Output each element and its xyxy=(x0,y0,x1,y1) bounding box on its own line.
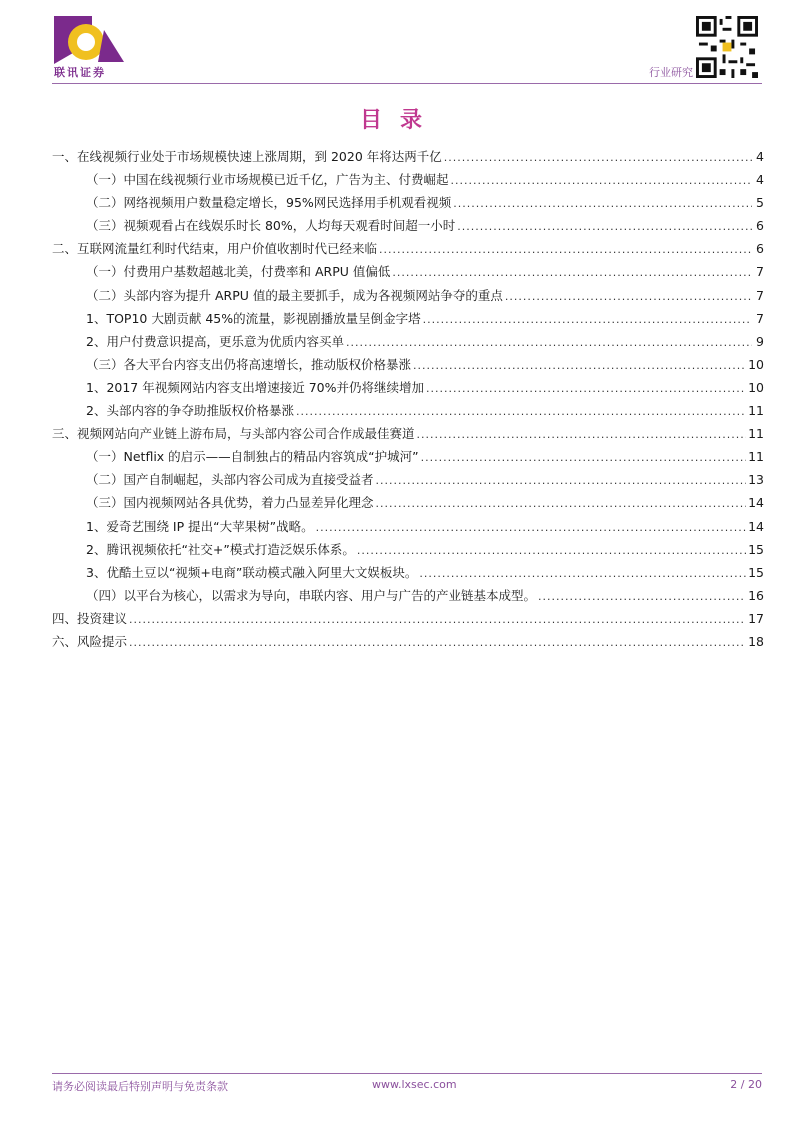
toc-entry[interactable] xyxy=(52,237,764,260)
toc-entry-page: 7 xyxy=(756,287,764,303)
toc-entry-title: 3、优酷土豆以“视频+电商”联动模式融入阿里大文娱板块。 xyxy=(86,564,418,580)
logo-text: 联讯证券 xyxy=(54,66,106,79)
toc-entry-title: （三）各大平台内容支出仍将高速增长，推动版权价格暴涨 xyxy=(86,356,412,372)
header-divider xyxy=(52,83,762,84)
toc-entry[interactable] xyxy=(52,630,764,653)
toc-entry-page: 6 xyxy=(756,218,764,234)
toc-entry[interactable] xyxy=(52,607,764,630)
toc-entry-title: （二）国产自制崛起，头部内容公司成为直接受益者 xyxy=(86,472,374,488)
toc-entry-title: （二）头部内容为提升 ARPU 值的最主要抓手，成为各视频网站争夺的重点 xyxy=(86,287,503,303)
footer-page-number: 2 / 20 xyxy=(730,1078,762,1091)
toc-entry[interactable] xyxy=(52,330,764,353)
toc-dot-leader xyxy=(379,238,752,261)
toc-entry-title: 2、腾讯视频依托“社交+”模式打造泛娱乐体系。 xyxy=(86,541,355,557)
toc-entry-page: 10 xyxy=(748,356,764,372)
toc-entry-title: 1、2017 年视频网站内容支出增速接近 70%并仍将继续增加 xyxy=(86,379,424,395)
footer-disclaimer: 请务必阅读最后特别声明与免责条款 xyxy=(52,1080,228,1093)
toc-entry-page: 14 xyxy=(748,518,764,534)
toc-dot-leader xyxy=(346,331,752,354)
page-header xyxy=(0,0,800,90)
toc-dot-leader xyxy=(413,354,746,377)
footer-website: www.lxsec.com xyxy=(372,1078,457,1091)
toc-entry-page: 6 xyxy=(756,241,764,257)
toc-entry[interactable] xyxy=(52,191,764,214)
table-of-contents xyxy=(52,145,764,653)
toc-entry-page: 4 xyxy=(756,149,764,164)
toc-entry-page: 5 xyxy=(756,195,764,211)
toc-entry-page: 13 xyxy=(748,472,764,488)
toc-entry[interactable] xyxy=(52,284,764,307)
toc-entry[interactable] xyxy=(52,422,764,445)
toc-dot-leader xyxy=(129,631,746,654)
toc-entry-page: 17 xyxy=(748,610,764,626)
toc-dot-leader xyxy=(296,400,746,423)
toc-dot-leader xyxy=(451,169,752,192)
toc-dot-leader xyxy=(376,492,747,515)
toc-entry[interactable] xyxy=(52,584,764,607)
footer-divider xyxy=(52,1073,762,1074)
toc-entry-title: （三）国内视频网站各具优势，着力凸显差异化理念 xyxy=(86,495,374,511)
toc-entry-page: 4 xyxy=(756,172,764,188)
toc-entry-page: 14 xyxy=(748,495,764,511)
toc-entry-title: 三、视频网站向产业链上游布局，与头部内容公司合作成最佳赛道 xyxy=(52,426,415,442)
toc-entry[interactable] xyxy=(52,376,764,399)
toc-entry-page: 9 xyxy=(756,333,764,349)
toc-entry[interactable] xyxy=(52,307,764,330)
toc-entry[interactable] xyxy=(52,445,764,468)
toc-dot-leader xyxy=(376,469,747,492)
toc-entry-page: 15 xyxy=(748,564,764,580)
toc-entry-page: 11 xyxy=(748,426,764,442)
toc-entry-title: 1、爱奇艺围绕 IP 提出“大苹果树”战略。 xyxy=(86,518,314,534)
toc-dot-leader xyxy=(417,423,747,446)
toc-dot-leader xyxy=(426,377,746,400)
toc-dot-leader xyxy=(316,516,747,539)
toc-dot-leader xyxy=(505,285,752,308)
qr-code-icon xyxy=(696,16,758,78)
toc-dot-leader xyxy=(357,539,746,562)
toc-entry-page: 11 xyxy=(748,403,764,419)
toc-entry-page: 18 xyxy=(748,633,764,649)
toc-entry[interactable] xyxy=(52,145,764,168)
toc-dot-leader xyxy=(444,146,752,169)
toc-dot-leader xyxy=(129,608,746,631)
toc-entry-title: 二、互联网流量红利时代结束，用户价值收割时代已经来临 xyxy=(52,241,378,257)
toc-entry-title: 六、风险提示 xyxy=(52,633,128,649)
toc-entry[interactable] xyxy=(52,168,764,191)
toc-dot-leader xyxy=(538,585,746,608)
section-label: 行业研究 xyxy=(649,66,693,79)
toc-entry-title: （一）付费用户基数超越北美，付费率和 ARPU 值偏低 xyxy=(86,264,391,280)
toc-entry-title: 2、用户付费意识提高，更乐意为优质内容买单 xyxy=(86,333,344,349)
toc-entry-title: 四、投资建议 xyxy=(52,610,128,626)
toc-entry-page: 7 xyxy=(756,310,764,326)
toc-entry[interactable] xyxy=(52,561,764,584)
page-title: 目录 xyxy=(359,108,440,133)
toc-entry-page: 15 xyxy=(748,541,764,557)
toc-entry[interactable] xyxy=(52,260,764,283)
toc-entry-title: （一）Netflix 的启示——自制独占的精品内容筑成“护城河” xyxy=(86,449,419,465)
toc-dot-leader xyxy=(421,446,746,469)
toc-entry-title: （四）以平台为核心，以需求为导向，串联内容、用户与广告的产业链基本成型。 xyxy=(86,587,537,603)
toc-dot-leader xyxy=(453,192,752,215)
toc-entry[interactable] xyxy=(52,491,764,514)
toc-entry-title: 1、TOP10 大剧贡献 45%的流量，影视剧播放量呈倒金字塔 xyxy=(86,310,421,326)
toc-dot-leader xyxy=(392,261,752,284)
toc-entry-title: （二）网络视频用户数量稳定增长，95%网民选择用手机观看视频 xyxy=(86,195,452,211)
toc-entry-page: 10 xyxy=(748,379,764,395)
toc-entry-title: （三）视频观看占在线娱乐时长 80%，人均每天观看时间超一小时 xyxy=(86,218,456,234)
toc-dot-leader xyxy=(457,215,752,238)
toc-entry[interactable] xyxy=(52,515,764,538)
toc-entry[interactable] xyxy=(52,468,764,491)
toc-entry-page: 11 xyxy=(748,449,764,465)
toc-dot-leader xyxy=(419,562,746,585)
toc-entry-title: （一）中国在线视频行业市场规模已近千亿，广告为主、付费崛起 xyxy=(86,172,449,188)
toc-entry-title: 一、在线视频行业处于市场规模快速上涨周期，到 2020 年将达两千亿 xyxy=(52,149,442,164)
toc-entry[interactable] xyxy=(52,538,764,561)
toc-entry-title: 2、头部内容的争夺助推版权价格暴涨 xyxy=(86,403,294,419)
toc-entry[interactable] xyxy=(52,214,764,237)
toc-entry-page: 7 xyxy=(756,264,764,280)
toc-entry-page: 16 xyxy=(748,587,764,603)
toc-entry[interactable] xyxy=(52,353,764,376)
toc-dot-leader xyxy=(423,308,752,331)
toc-entry[interactable] xyxy=(52,399,764,422)
